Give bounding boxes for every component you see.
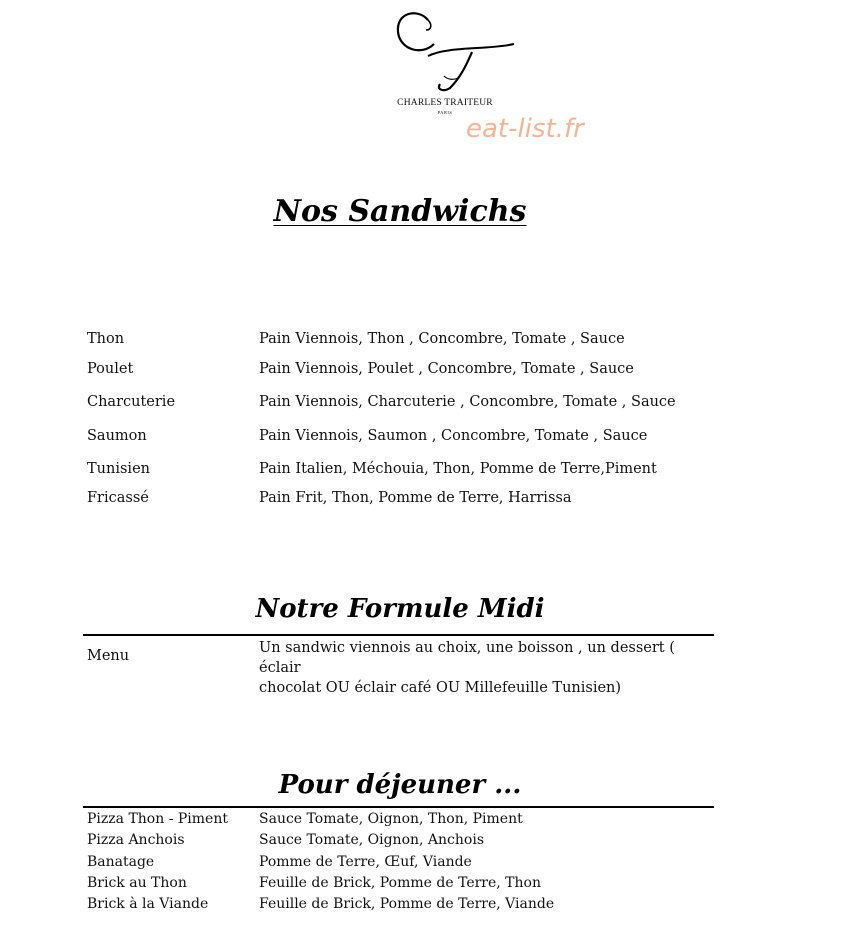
item-name: Banatage [87, 854, 155, 870]
item-description: Pomme de Terre, Œuf, Viande [259, 854, 472, 870]
item-description: Pain Viennois, Saumon , Concombre, Tomate , Sauce [259, 428, 648, 444]
section-divider [83, 806, 714, 808]
item-name: Tunisien [87, 461, 150, 477]
item-description: Pain Viennois, Poulet , Concombre, Tomate , Sauce [259, 361, 634, 377]
item-description: Feuille de Brick, Pomme de Terre, Thon [259, 875, 541, 891]
item-description [259, 638, 715, 698]
item-name: Menu [87, 648, 130, 664]
watermark: eat-list.fr [466, 114, 584, 144]
item-name: Poulet [87, 361, 134, 377]
item-name: Fricassé [87, 490, 149, 506]
item-description: Feuille de Brick, Pomme de Terre, Viande [259, 896, 555, 912]
item-description: Sauce Tomate, Oignon, Anchois [259, 832, 484, 848]
section-divider [83, 634, 714, 636]
item-description: Pain Viennois, Charcuterie , Concombre, Tomate , Sauce [259, 394, 676, 410]
item-name: Saumon [87, 428, 147, 444]
section-title-formule: Notre Formule Midi [255, 594, 545, 624]
item-description-line: Un sandwic viennois au choix, une boisson , un dessert ( éclair [259, 640, 675, 676]
item-name: Charcuterie [87, 394, 176, 410]
item-description: Sauce Tomate, Oignon, Thon, Piment [259, 811, 523, 827]
section-title-dejeuner: Pour déjeuner ... [278, 770, 522, 800]
section-title-sandwichs: Nos Sandwichs [273, 194, 527, 229]
item-name: Brick au Thon [87, 875, 187, 891]
item-name: Thon [87, 331, 125, 347]
item-description: Pain Frit, Thon, Pomme de Terre, Harrissa [259, 490, 572, 506]
item-name: Pizza Anchois [87, 832, 185, 848]
menu-item [87, 638, 727, 696]
charles-traiteur-logo [388, 6, 528, 118]
item-description: Pain Viennois, Thon , Concombre, Tomate , Sauce [259, 331, 625, 347]
item-name: Pizza Thon - Piment [87, 811, 228, 827]
item-description: Pain Italien, Méchouia, Thon, Pomme de Terre,Piment [259, 461, 657, 477]
logo-name: CHARLES TRAITEUR [397, 98, 493, 108]
logo-subtitle: PARIS [437, 110, 453, 115]
item-name: Brick à la Viande [87, 896, 209, 912]
ct-monogram-icon [388, 6, 518, 98]
item-description-line: chocolat OU éclair café OU Millefeuille Tunisien) [259, 680, 622, 696]
